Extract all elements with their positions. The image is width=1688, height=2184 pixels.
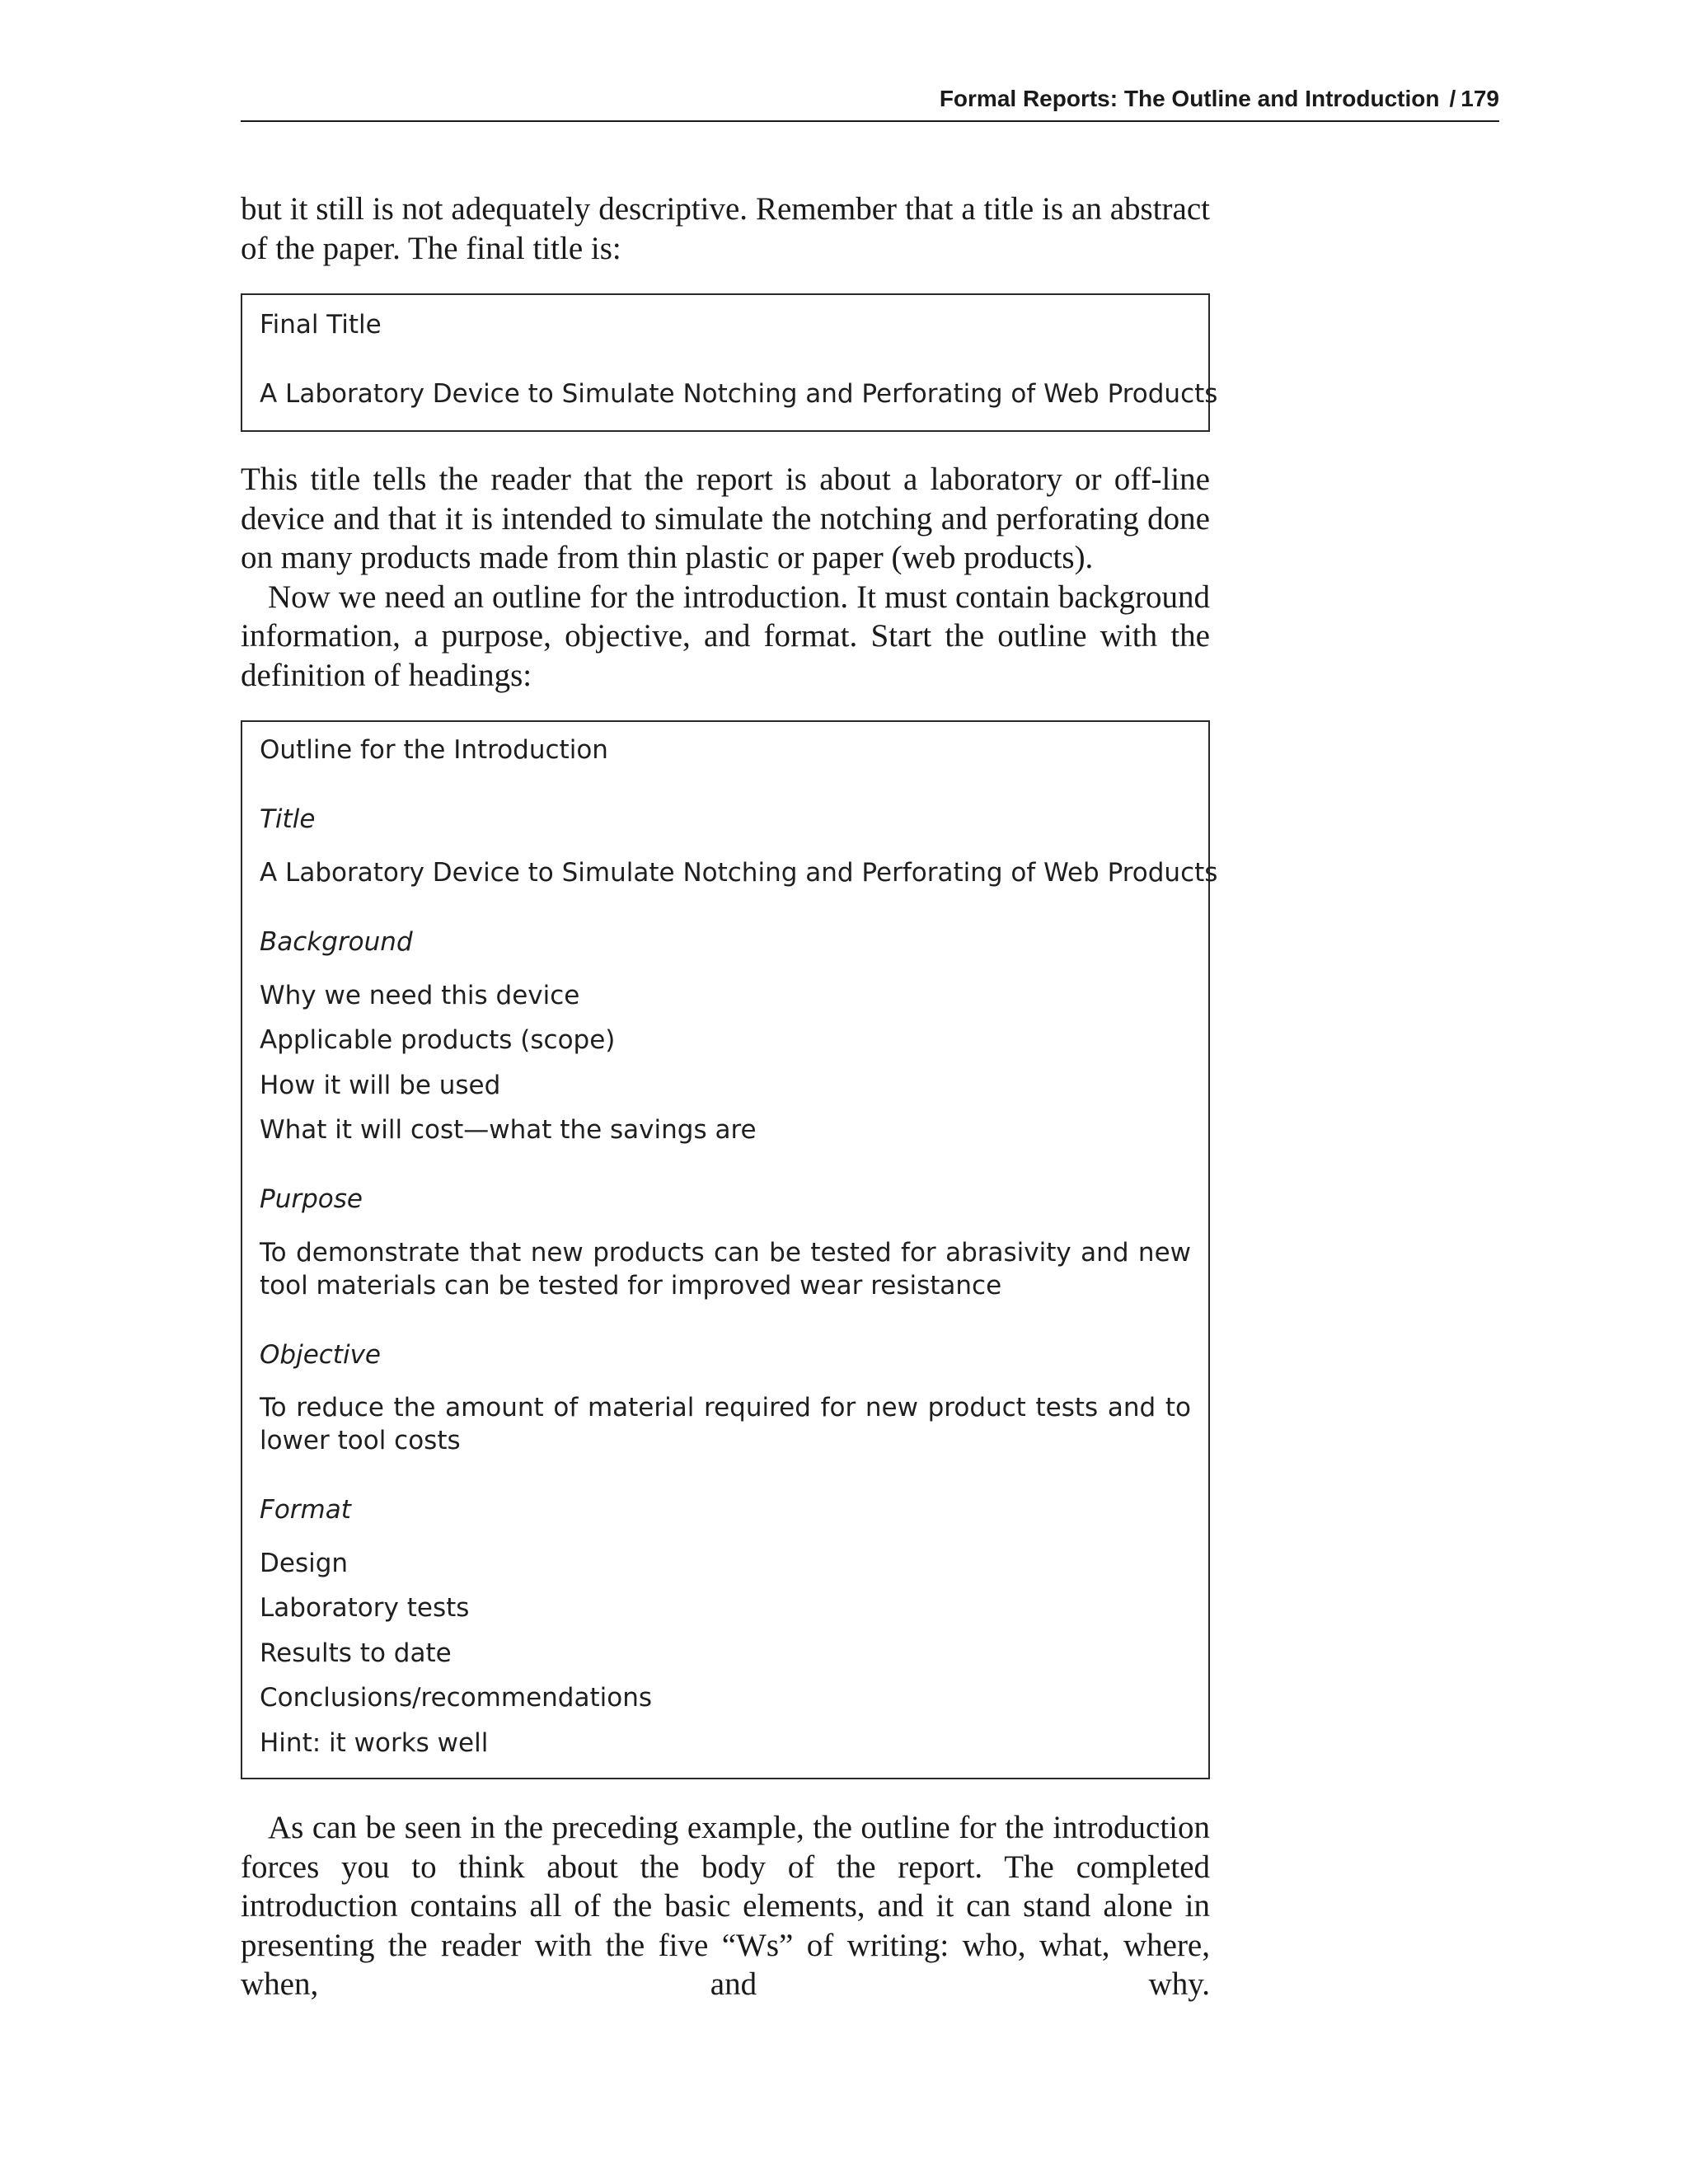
paragraph-2-text: This title tells the reader that the report is about a laboratory or off-line device and that it is intended to simulate the notching and perforating done on many products made from thin plastic or paper (web products). bbox=[241, 462, 1210, 575]
page-number: 179 bbox=[1461, 86, 1499, 111]
format-item: Results to date bbox=[260, 1638, 452, 1668]
running-header bbox=[241, 84, 1499, 122]
format-item: Conclusions/recommendations bbox=[260, 1683, 653, 1713]
outline-purpose-text: To demonstrate that new products can be tested for abrasivity and new tool materials can be tested for improved wear resistance bbox=[260, 1238, 1191, 1301]
outline-objective-heading: Objective bbox=[260, 1340, 381, 1370]
outline-box bbox=[241, 720, 1218, 1779]
paragraph-1-text: but it still is not adequately descriptive. Remember that a title is an abstract of the paper. The final title is: bbox=[241, 191, 1210, 266]
background-item: Why we need this device bbox=[260, 981, 580, 1010]
outline-title-text: A Laboratory Device to Simulate Notching and Perforating of Web Products bbox=[260, 858, 1218, 888]
outline-format-heading: Format bbox=[260, 1495, 351, 1525]
outline-background-heading: Background bbox=[260, 927, 413, 957]
background-item: Applicable products (scope) bbox=[260, 1025, 616, 1055]
paragraph-4-text: As can be seen in the preceding example, the outline for the introduction forces you to think about the body of the report. The completed introduction contains all of the basic elements, and it can stand alone in presenting the reader with the five “Ws” of writing: who, what, where, when, and why. bbox=[241, 1810, 1210, 2002]
final-title-label: Final Title bbox=[260, 310, 382, 340]
outline-purpose-heading: Purpose bbox=[260, 1184, 363, 1214]
outline-title-heading: Title bbox=[260, 804, 316, 834]
paragraph-2-3 bbox=[241, 460, 1210, 695]
outline-objective-text: To reduce the amount of material required for new product tests and to lower tool costs bbox=[260, 1393, 1191, 1455]
paragraph-3-text: Now we need an outline for the introduction. It must contain background information, a purpose, objective, and format. Start the outline with the definition of headings: bbox=[241, 579, 1210, 693]
running-title: Formal Reports: The Outline and Introduction bbox=[939, 86, 1440, 111]
format-item: Laboratory tests bbox=[260, 1593, 470, 1623]
final-title-text: A Laboratory Device to Simulate Notching and Perforating of Web Products bbox=[260, 379, 1218, 409]
header-separator: / bbox=[1449, 86, 1456, 111]
final-title-box bbox=[241, 293, 1218, 432]
paragraph-4 bbox=[241, 1808, 1210, 2004]
outline-label: Outline for the Introduction bbox=[260, 735, 608, 765]
background-item: How it will be used bbox=[260, 1071, 501, 1100]
background-item: What it will cost—what the savings are bbox=[260, 1115, 757, 1145]
format-item: Design bbox=[260, 1549, 349, 1578]
paragraph-1 bbox=[241, 190, 1210, 268]
format-item: Hint: it works well bbox=[260, 1728, 489, 1758]
